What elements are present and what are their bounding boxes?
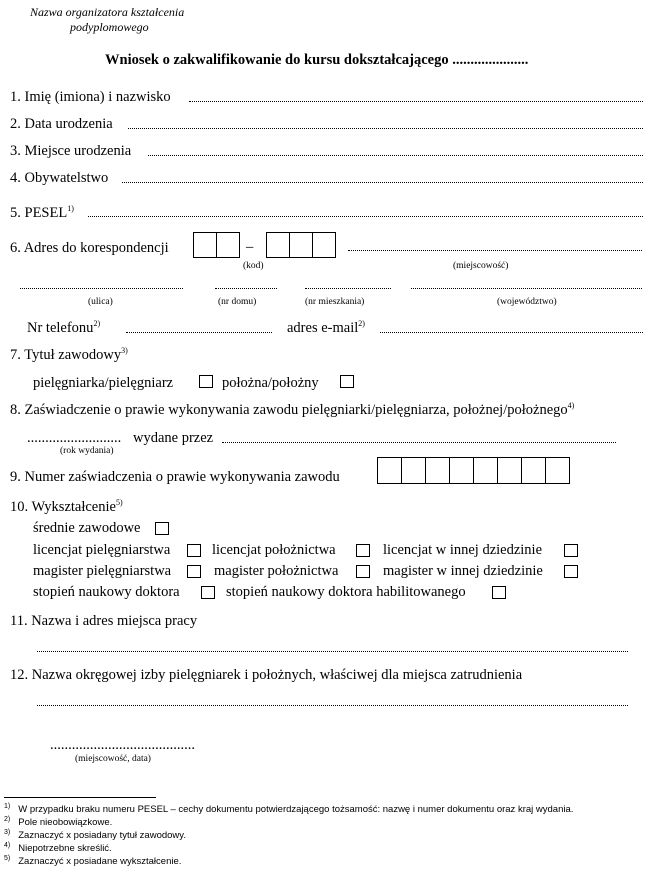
edu-mag-pol-label: magister położnictwa	[214, 563, 339, 579]
footnote-ref-1: 1)	[67, 204, 74, 214]
postal-code-box-4[interactable]	[289, 232, 313, 258]
apartment-number-input[interactable]	[305, 286, 391, 289]
field-10-text: 10. Wykształcenie	[10, 499, 116, 515]
footnote-2	[4, 816, 112, 828]
postal-code-box-3[interactable]	[266, 232, 290, 258]
field-6-label: 6. Adres do korespondencji	[10, 240, 169, 256]
voivodeship-input[interactable]	[411, 286, 642, 289]
organizer-name-line1: Nazwa organizatora kształcenia	[30, 5, 185, 19]
field-3-input[interactable]	[148, 153, 643, 156]
issue-year-input[interactable]: ..........................	[27, 430, 122, 446]
field-5-input[interactable]	[88, 214, 643, 217]
label-nr-mieszkania: (nr mieszkania)	[305, 297, 365, 307]
phone-input[interactable]	[126, 330, 272, 333]
footnote-ref-3: 3)	[121, 346, 128, 356]
footnote-ref-2a: 2)	[93, 319, 101, 329]
field-11-label: 11. Nazwa i adres miejsca pracy	[10, 613, 198, 629]
footnote-1	[4, 803, 573, 815]
edu-lic-pol-checkbox[interactable]	[356, 544, 370, 557]
issued-by-label: wydane przez	[133, 430, 214, 446]
house-number-input[interactable]	[215, 286, 277, 289]
email-label-text: adres e-mail	[287, 320, 359, 336]
place-date-input[interactable]: ........................................	[50, 737, 195, 753]
postal-code-box-1[interactable]	[193, 232, 217, 258]
footnote-ref-4: 4)	[567, 401, 575, 411]
footnote-ref-5: 5)	[115, 498, 123, 508]
field-8-label	[10, 402, 574, 419]
label-ulica: (ulica)	[88, 297, 113, 307]
cert-number-box-7[interactable]	[521, 457, 546, 484]
postal-code-dash: –	[246, 239, 254, 255]
street-input[interactable]	[20, 286, 183, 289]
edu-lic-inna-checkbox[interactable]	[564, 544, 578, 557]
edu-mag-inna-label: magister w innej dziedzinie	[383, 563, 543, 579]
option-polozna-checkbox[interactable]	[340, 375, 354, 388]
option-pielegniarka-label: pielęgniarka/pielęgniarz	[33, 375, 174, 391]
field-8-text: 8. Zaświadczenie o prawie wykonywania zawodu pielęgniarki/pielęgniarza, położnej/położnego	[10, 402, 568, 418]
label-kod: (kod)	[243, 261, 264, 271]
edu-mag-inna-checkbox[interactable]	[564, 565, 578, 578]
edu-lic-piel-checkbox[interactable]	[187, 544, 201, 557]
cert-number-box-2[interactable]	[401, 457, 426, 484]
cert-number-box-1[interactable]	[377, 457, 402, 484]
field-1-input[interactable]	[189, 99, 643, 102]
label-nr-domu: (nr domu)	[218, 297, 257, 307]
footnote-5-num: 5)	[4, 855, 11, 862]
field-9-label: 9. Numer zaświadczenia o prawie wykonywania zawodu	[10, 469, 340, 485]
footnote-4-num: 4)	[4, 842, 11, 849]
cert-number-box-3[interactable]	[425, 457, 450, 484]
edu-dr-checkbox[interactable]	[201, 586, 215, 599]
option-pielegniarka-checkbox[interactable]	[199, 375, 213, 388]
field-12-label: 12. Nazwa okręgowej izby pielęgniarek i położnych, właściwej dla miejsca zatrudnienia	[10, 667, 523, 683]
cert-number-box-4[interactable]	[449, 457, 474, 484]
label-miejscowosc: (miejscowość)	[453, 261, 509, 271]
footnote-separator	[4, 797, 156, 798]
field-7-label	[10, 347, 128, 364]
organizer-name-line2: podyplomowego	[70, 20, 149, 34]
edu-dr-hab-checkbox[interactable]	[492, 586, 506, 599]
field-2-input[interactable]	[128, 126, 643, 129]
cert-number-box-5[interactable]	[473, 457, 498, 484]
cert-number-box-6[interactable]	[497, 457, 522, 484]
label-miejscowosc-data: (miejscowość, data)	[75, 754, 151, 764]
edu-srednie-label: średnie zawodowe	[33, 520, 141, 536]
postal-code-box-2[interactable]	[216, 232, 240, 258]
footnote-5	[4, 855, 181, 867]
field-12-input[interactable]	[37, 703, 628, 706]
field-11-input[interactable]	[37, 649, 628, 652]
edu-lic-inna-label: licencjat w innej dziedzinie	[383, 542, 543, 558]
label-rok-wydania: (rok wydania)	[60, 446, 114, 456]
footnote-3	[4, 829, 186, 841]
label-wojewodztwo: (województwo)	[497, 297, 557, 307]
edu-mag-piel-label: magister pielęgniarstwa	[33, 563, 172, 579]
field-3-label: 3. Miejsce urodzenia	[10, 143, 132, 159]
field-5-text: 5. PESEL	[10, 205, 68, 221]
field-7-text: 7. Tytuł zawodowy	[10, 347, 122, 363]
footnote-4-text: Niepotrzebne skreślić.	[18, 843, 112, 855]
field-2-label: 2. Data urodzenia	[10, 116, 113, 132]
field-5-label	[10, 205, 74, 222]
edu-mag-piel-checkbox[interactable]	[187, 565, 201, 578]
edu-lic-pol-label: licencjat położnictwa	[212, 542, 336, 558]
footnote-ref-2b: 2)	[358, 319, 365, 329]
issued-by-input[interactable]	[222, 440, 616, 443]
city-input[interactable]	[348, 248, 642, 251]
edu-dr-hab-label: stopień naukowy doktora habilitowanego	[226, 584, 466, 600]
form-title: Wniosek o zakwalifikowanie do kursu dokształcającego .....................	[105, 52, 529, 68]
field-4-label: 4. Obywatelstwo	[10, 170, 109, 186]
footnote-5-text: Zaznaczyć x posiadane wykształcenie.	[18, 856, 182, 868]
field-10-label	[10, 499, 123, 516]
email-input[interactable]	[380, 330, 643, 333]
footnote-3-num: 3)	[4, 829, 11, 836]
cert-number-box-8[interactable]	[545, 457, 570, 484]
footnote-4	[4, 842, 112, 854]
footnote-2-text: Pole nieobowiązkowe.	[18, 817, 113, 829]
edu-srednie-checkbox[interactable]	[155, 522, 169, 535]
footnote-3-text: Zaznaczyć x posiadany tytuł zawodowy.	[18, 830, 186, 842]
footnote-1-text: W przypadku braku numeru PESEL – cechy dokumentu potwierdzającego tożsamość: nazwę i numer dokumentu oraz kraj wydania.	[18, 804, 574, 816]
option-polozna-label: położna/położny	[222, 375, 319, 391]
field-1-label: 1. Imię (imiona) i nazwisko	[10, 89, 171, 105]
footnote-1-num: 1)	[4, 803, 11, 810]
postal-code-box-5[interactable]	[312, 232, 336, 258]
edu-lic-piel-label: licencjat pielęgniarstwa	[33, 542, 171, 558]
phone-label	[27, 320, 100, 337]
email-label	[287, 320, 365, 337]
phone-label-text: Nr telefonu	[27, 320, 94, 336]
edu-mag-pol-checkbox[interactable]	[356, 565, 370, 578]
edu-dr-label: stopień naukowy doktora	[33, 584, 180, 600]
field-4-input[interactable]	[122, 180, 643, 183]
footnote-2-num: 2)	[4, 816, 11, 823]
